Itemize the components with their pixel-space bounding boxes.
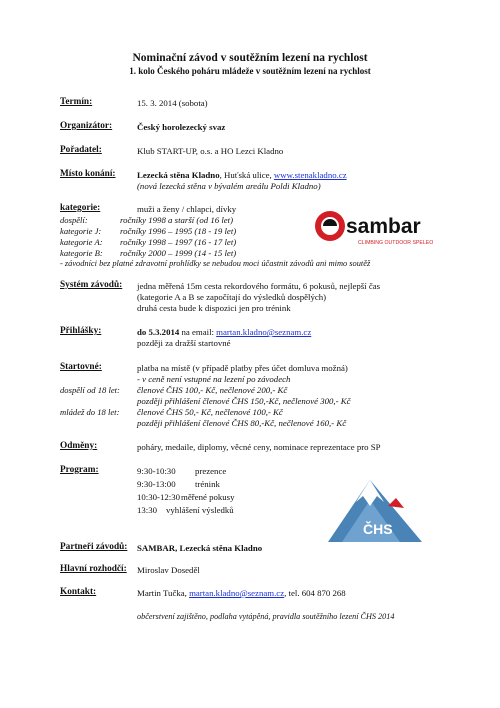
odmeny-label: Odměny: — [60, 441, 98, 451]
system-line: jedna měřená 15m cesta rekordového formátu, 6 pokusů, nejlepší čas — [137, 281, 381, 291]
system-line: druhá cesta bude k dispozici jen pro trénink — [137, 303, 291, 313]
chs-logo — [320, 472, 430, 550]
kategorie-note: - závodníci bez platné zdravotní prohlídky se nebudou moci účastnit závodů ani mimo soutěž — [60, 259, 371, 268]
rozhodci-label: Hlavní rozhodčí: — [60, 564, 127, 574]
chs-logo-text: ČHS — [363, 521, 393, 537]
kategorie-row-name: dospělí: — [60, 215, 88, 225]
program-time: 9:30-10:30 — [137, 466, 176, 476]
kategorie-row-value: ročníky 1996 – 1995 (18 - 19 let) — [120, 226, 237, 236]
kontakt-value — [137, 588, 346, 598]
system-label: Systém závodů: — [60, 280, 123, 290]
program-time: 10:30-12:30 — [137, 492, 181, 502]
partneri-label: Partneři závodů: — [60, 542, 128, 552]
termin-value: 15. 3. 2014 (sobota) — [137, 98, 208, 108]
prihlasky-note: později za dražší startovné — [137, 338, 231, 348]
startovne-line2: - v ceně není vstupné na lezení po závodech — [137, 374, 291, 384]
prihlasky-deadline: do 5.3.2014 — [137, 327, 180, 337]
kontakt-tel: , tel. 604 870 268 — [284, 588, 346, 598]
kontakt-email-link[interactable]: martan.kladno@seznam.cz — [189, 588, 285, 598]
kategorie-row-value: ročníky 2000 – 1999 (14 - 15 let) — [120, 248, 237, 258]
prihlasky-email-link[interactable]: martan.kladno@seznam.cz — [216, 327, 312, 337]
kategorie-value: muži a ženy / chlapci, dívky — [137, 204, 237, 214]
prihlasky-mid: na email: — [179, 327, 217, 337]
program-item: vyhlášení výsledků — [166, 505, 234, 515]
page-title: Nominační závod v soutěžním lezení na rychlost — [132, 52, 368, 64]
kontakt-label: Kontakt: — [60, 587, 97, 597]
startovne-row-value: členové ČHS 50,- Kč, nečlenové 100,- Kč — [137, 407, 283, 417]
startovne-line1: platba na místě (v případě platby přes účet domluva možná) — [137, 363, 348, 373]
startovne-row-value: později přihlášení členové ČHS 150,-Kč, nečlenové 300,- Kč — [137, 396, 351, 406]
sambar-logo-icon — [313, 206, 433, 250]
misto-name: Lezecká stěna Kladno — [137, 170, 220, 180]
startovne-label: Startovné: — [60, 362, 102, 372]
page-subtitle: 1. kolo Českého poháru mládeže v soutěžním lezení na rychlost — [129, 66, 371, 76]
kategorie-row-name: kategorie A: — [60, 237, 103, 247]
kategorie-row-name: kategorie J: — [60, 226, 102, 236]
footer-note: občerstvení zajištěno, podlaha vytápěná, pravidla soutěžního lezení ČHS 2014 — [137, 612, 395, 621]
kategorie-row-value: ročníky 1998 – 1997 (16 - 17 let) — [120, 237, 237, 247]
program-time: 13:30 — [137, 505, 158, 515]
sambar-logo-text: sambar — [346, 215, 421, 238]
startovne-row-value: později přihlášení členové ČHS 80,-Kč, nečlenové 160,- Kč — [137, 418, 347, 428]
program-time: 9:30-13:00 — [137, 479, 176, 489]
prihlasky-label: Přihlášky: — [60, 326, 102, 336]
partneri-value: SAMBAR, Lezecká stěna Kladno — [137, 543, 263, 553]
misto-label: Místo konání: — [60, 169, 116, 179]
system-line: (kategorie A a B se započítají do výsledků dospělých) — [137, 292, 327, 302]
rozhodci-value: Miroslav Doseděl — [137, 565, 200, 575]
sambar-logo — [313, 206, 433, 250]
misto-street: , Huťská ulice, — [219, 170, 274, 180]
poradatel-label: Pořadatel: — [60, 145, 102, 155]
program-label: Program: — [60, 465, 99, 475]
startovne-row-name: dospělí od 18 let: — [60, 385, 120, 395]
prihlasky-value — [137, 327, 311, 337]
startovne-row-value: členové ČHS 100,- Kč, nečlenové 200,- Kč — [137, 385, 288, 395]
program-item: měřené pokusy — [181, 492, 235, 502]
organizator-value: Český horolezecký svaz — [137, 122, 226, 132]
startovne-row-name: mládež do 18 let: — [60, 407, 120, 417]
misto-note: (nová lezecká stěna v bývalém areálu Poldi Kladno) — [137, 181, 321, 191]
kategorie-label: kategorie: — [60, 203, 101, 213]
poradatel-value: Klub START-UP, o.s. a HO Lezci Kladno — [137, 146, 284, 156]
program-item: prezence — [195, 466, 227, 476]
misto-value — [137, 170, 347, 180]
chs-logo-icon — [320, 472, 430, 550]
program-item: trénink — [195, 479, 220, 489]
kategorie-row-name: kategorie B: — [60, 248, 103, 258]
kontakt-name: Martin Tučka, — [137, 588, 190, 598]
odmeny-value: poháry, medaile, diplomy, věcné ceny, nominace reprezentace pro SP — [137, 442, 381, 452]
termin-label: Termín: — [60, 97, 93, 107]
sambar-logo-tagline: CLIMBING OUTDOOR SPELEO — [358, 240, 433, 246]
misto-link[interactable]: www.stenakladno.cz — [273, 170, 347, 180]
organizator-label: Organizátor: — [60, 121, 113, 131]
kategorie-row-value: ročníky 1998 a starší (od 16 let) — [120, 215, 234, 225]
